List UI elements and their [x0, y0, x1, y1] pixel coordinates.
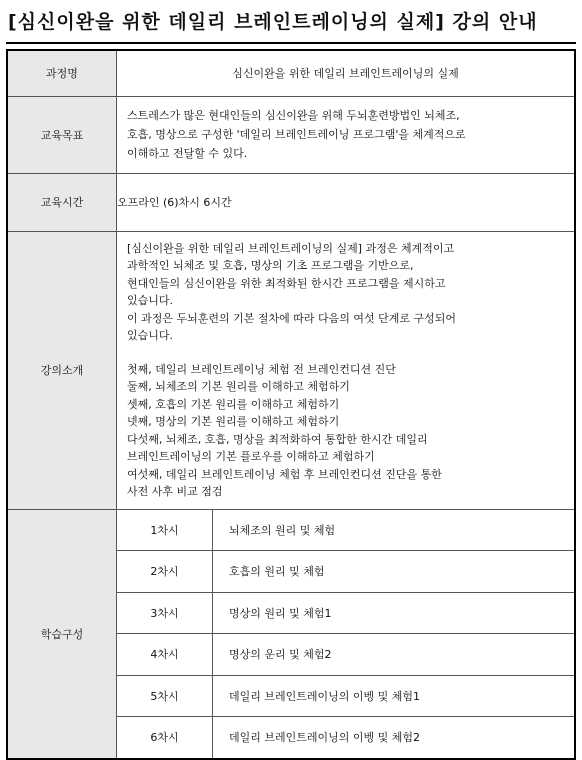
session-number: 6차시: [117, 717, 213, 758]
intro-line: 이 과정은 두뇌훈련의 기본 절차에 따라 다음의 여섯 단계로 구성되어: [127, 311, 456, 325]
goal-line: 스트레스가 많은 현대인들의 심신이완을 위해 두뇌훈련방법인 뇌체조,: [127, 109, 460, 122]
structure-label: 학습구성: [7, 509, 117, 759]
intro-text: [117, 231, 576, 509]
intro-step: 브레인트레이닝의 기본 플로우를 이해하고 체험하기: [127, 450, 375, 463]
session-topic: 뇌체조의 원리 및 체험: [213, 510, 575, 551]
intro-paragraph: [127, 240, 564, 345]
intro-step: 사전 사후 비교 점검: [127, 485, 223, 498]
structure-cell: [117, 509, 576, 759]
course-name-value: 심신이완을 위한 데일리 브레인트레이닝의 실제: [117, 50, 576, 96]
row-time: [7, 173, 575, 231]
session-row: [117, 717, 574, 758]
row-structure: [7, 509, 575, 759]
session-number: 3차시: [117, 592, 213, 634]
session-number: 5차시: [117, 675, 213, 717]
time-label: 교육시간: [7, 173, 117, 231]
session-topic: 데일리 브레인트레이닝의 이벵 및 체험1: [213, 675, 575, 717]
intro-line: 현대인들의 심신이완을 위한 최적화된 한시간 프로그램을 제시하고: [127, 276, 446, 290]
time-value: 오프라인 (6)차시 6시간: [117, 173, 576, 231]
intro-line: 있습니다.: [127, 329, 174, 342]
goal-line: 이해하고 전달할 수 있다.: [127, 147, 248, 160]
session-number: 4차시: [117, 634, 213, 676]
session-row: [117, 592, 574, 634]
session-row: [117, 551, 574, 593]
goal-line: 호흡, 명상으로 구성한 '데일리 브레인트레이닝 프로그램'을 체계적으로: [127, 128, 466, 141]
intro-step: 다섯째, 뇌체조, 호흡, 명상을 최적화하여 통합한 한시간 데일리: [127, 432, 428, 446]
intro-step: 넷째, 명상의 기본 원리를 이해하고 체험하기: [127, 415, 340, 428]
session-topic: 호흡의 원리 및 체험: [213, 551, 575, 593]
course-name-label: 과정명: [7, 50, 117, 96]
intro-step: 셋째, 호흡의 기본 원리를 이해하고 체험하기: [127, 397, 340, 411]
session-row: [117, 510, 574, 551]
row-course-name: [7, 50, 575, 96]
intro-line: 과학적인 뇌체조 및 호흡, 명상의 기초 프로그램을 기반으로,: [127, 259, 414, 272]
intro-step: 여섯째, 데일리 브레인트레이닝 체험 후 브레인컨디션 진단을 통한: [127, 467, 442, 481]
intro-line: 있습니다.: [127, 294, 174, 307]
session-topic: 데일리 브레인트레이닝의 이벵 및 체험2: [213, 717, 575, 758]
intro-line: [심신이완을 위한 데일리 브레인트레이닝의 실제] 과정은 체계적이고: [127, 241, 455, 255]
session-number: 2차시: [117, 551, 213, 593]
goal-text: [117, 96, 576, 173]
intro-steps: [127, 361, 564, 501]
session-number: 1차시: [117, 510, 213, 551]
session-row: [117, 675, 574, 717]
page-title: [심신이완을 위한 데일리 브레인트레이닝의 실제] 강의 안내: [8, 11, 538, 33]
title-divider: [6, 42, 576, 44]
session-topic: 명상의 원리 및 체험1: [213, 592, 575, 634]
sessions-table: [117, 510, 574, 758]
session-row: [117, 634, 574, 676]
intro-label: 강의소개: [7, 231, 117, 509]
session-topic: 명상의 운리 및 체험2: [213, 634, 575, 676]
course-info-table: [6, 49, 576, 760]
intro-step: 둘째, 뇌체조의 기본 원리를 이해하고 체험하기: [127, 380, 350, 393]
intro-step: 첫째, 데일리 브레인트레이닝 체험 전 브레인컨디션 진단: [127, 362, 396, 376]
row-goal: [7, 96, 575, 173]
goal-label: 교육목표: [7, 96, 117, 173]
row-intro: [7, 231, 575, 509]
